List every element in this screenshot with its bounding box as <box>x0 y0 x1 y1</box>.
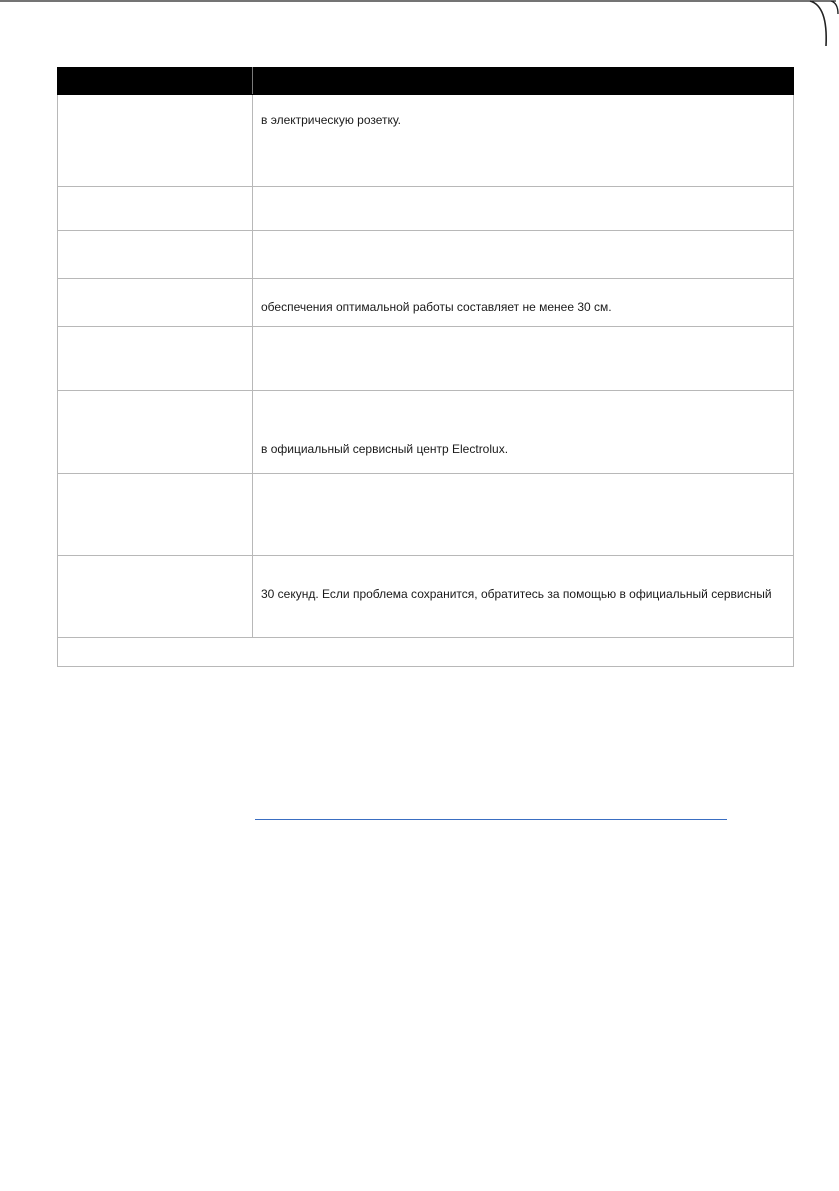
table-footer-row <box>58 638 794 667</box>
problem-cell <box>58 556 253 638</box>
table-row <box>58 391 794 474</box>
problem-cell <box>58 391 253 474</box>
solution-cell <box>253 556 794 638</box>
header-solution <box>253 68 794 95</box>
header-problem <box>58 68 253 95</box>
solution-text: в официальный сервисный центр Electrolux. <box>261 442 509 456</box>
table-row <box>58 474 794 556</box>
problem-cell <box>58 95 253 187</box>
problem-cell <box>58 187 253 231</box>
problem-cell <box>58 474 253 556</box>
solution-cell <box>253 279 794 327</box>
table-row <box>58 556 794 638</box>
troubleshooting-table <box>57 67 794 667</box>
table-row <box>58 231 794 279</box>
table-row <box>58 187 794 231</box>
solution-text: 30 секунд. Если проблема сохранится, обратитесь за помощью в официальный сервисный <box>261 587 772 601</box>
hyperlink-underline[interactable] <box>255 819 727 820</box>
problem-cell <box>58 279 253 327</box>
solution-cell <box>253 474 794 556</box>
table-row <box>58 327 794 391</box>
problem-cell <box>58 231 253 279</box>
table-row <box>58 95 794 187</box>
solution-cell <box>253 327 794 391</box>
solution-text: в электрическую розетку. <box>261 113 402 127</box>
solution-cell <box>253 95 794 187</box>
solution-cell <box>253 231 794 279</box>
solution-cell <box>253 187 794 231</box>
footer-cell <box>58 638 794 667</box>
solution-text: обеспечения оптимальной работы составляет не менее 30 см. <box>261 300 612 314</box>
table-header-row <box>58 68 794 95</box>
problem-cell <box>58 327 253 391</box>
table-row <box>58 279 794 327</box>
page-curl-decoration <box>0 0 839 60</box>
solution-cell <box>253 391 794 474</box>
